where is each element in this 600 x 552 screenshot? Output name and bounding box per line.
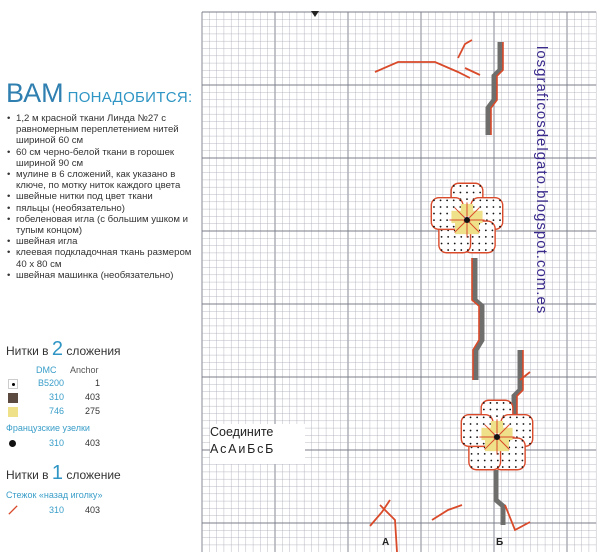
one-strand-suffix: сложение [66, 468, 121, 482]
connect-line-2: АсАиБсБ [210, 442, 276, 456]
yellow-swatch [8, 407, 18, 417]
one-strand-num: 1 [51, 462, 63, 484]
key-row [6, 392, 196, 404]
key-row [6, 505, 196, 517]
watermark: losgraficosdelgato.blogspot.com.es [533, 46, 550, 315]
materials-item: • 1,2 м красной ткани Линда №27 с равномерным переплетением нитей шириной 60 см [6, 113, 196, 147]
dmc-code: B5200 [37, 378, 64, 388]
two-strand-suffix: сложения [66, 344, 121, 358]
one-strand-heading [6, 462, 121, 485]
two-strand-heading [6, 338, 121, 361]
title-big: ВАМ [6, 78, 64, 108]
two-strand-num: 2 [51, 338, 63, 360]
materials-item: • мулине в 6 сложений, как указано в ключе, по мотку ниток каждого цвета [6, 169, 196, 191]
anchor-header: Anchor [70, 365, 99, 375]
materials-item: • пяльцы (необязательно) [6, 203, 196, 214]
flower-motif [370, 40, 533, 552]
anchor-code: 403 [84, 392, 100, 402]
brown-swatch [8, 393, 18, 403]
dmc-code: 310 [48, 392, 64, 402]
one-strand-prefix: Нитки в [6, 468, 49, 482]
anchor-code: 403 [84, 438, 100, 448]
backstitch-label: Стежок «назад иголку» [6, 490, 103, 500]
french-knots-label: Французские узелки [6, 423, 90, 433]
materials-item: • швейные нитки под цвет ткани [6, 191, 196, 202]
materials-item: • 60 см черно-белой ткани в горошек шириной 90 см [6, 147, 196, 169]
key-row [6, 438, 196, 450]
french-knot-swatch [9, 440, 16, 447]
dmc-code: 746 [48, 406, 64, 416]
key-row [6, 378, 196, 390]
label-b: Б [496, 537, 504, 548]
anchor-code: 403 [84, 505, 100, 515]
label-a: А [382, 537, 390, 548]
materials-item: • гобеленовая игла (с большим ушком и тупым концом) [6, 214, 196, 236]
center-arrow-icon [311, 11, 319, 17]
connect-note [210, 424, 305, 464]
white-dot-swatch [8, 379, 18, 389]
anchor-code: 1 [94, 378, 100, 388]
backstitch-swatch [8, 505, 18, 515]
dmc-header: DMC [36, 365, 57, 375]
dmc-code: 310 [48, 505, 64, 515]
anchor-code: 275 [84, 406, 100, 416]
materials-title [6, 78, 192, 109]
title-small: ПОНАДОБИТСЯ: [67, 89, 193, 106]
materials-item: • швейная игла [6, 236, 196, 247]
materials-item: • клеевая подкладочная ткань размером 40 x 80 см [6, 247, 196, 269]
two-strand-prefix: Нитки в [6, 344, 49, 358]
key-panel [0, 0, 200, 552]
materials-item: • швейная машинка (необязательно) [6, 270, 196, 281]
materials-list [6, 113, 196, 281]
dmc-code: 310 [48, 438, 64, 448]
key-row [6, 406, 196, 418]
connect-line-1: Соедините [210, 425, 274, 439]
